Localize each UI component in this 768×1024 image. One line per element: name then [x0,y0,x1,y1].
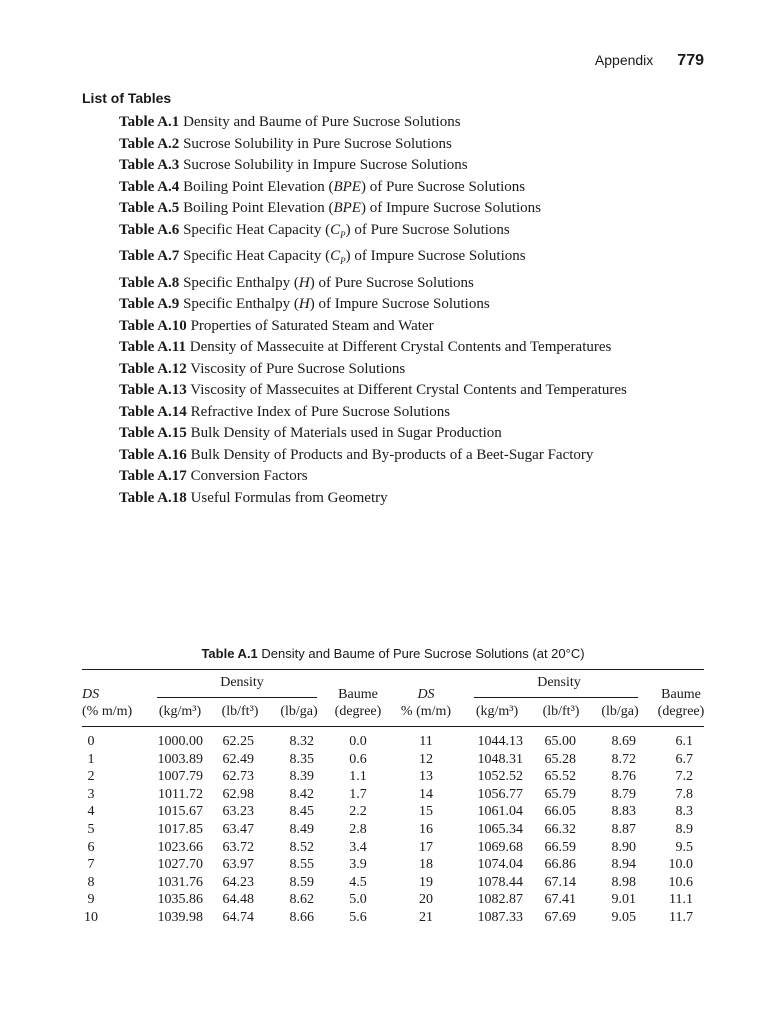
table-caption-number: Table A.1 [201,646,258,661]
table-cell: 8.94 [611,857,636,873]
table-title: Bulk Density of Materials used in Sugar Production [186,425,502,441]
table-title: Sucrose Solubility in Impure Sucrose Solutions [179,157,468,173]
table-cell: 4.5 [349,874,367,890]
table-cell: 62.98 [222,786,254,802]
lbft3-header-right: (lb/ft³) [542,704,580,719]
table-cell: 67.69 [544,909,576,925]
list-of-tables-item [119,198,627,220]
page-number: 779 [677,52,704,69]
list-of-tables-item [119,402,627,424]
table-cell: 1027.70 [157,857,203,873]
table-title-rest: ) of Impure Sucrose Solutions [309,296,490,312]
table-title-rest: ) of Impure Sucrose Solutions [345,248,526,264]
table-title-rest: ) of Impure Sucrose Solutions [360,200,541,216]
table-cell: 65.52 [544,769,576,785]
baume-header-right: Baume [661,687,701,702]
table-cell: 67.14 [544,874,576,890]
list-of-tables-item [119,316,627,338]
table-cell: 10.0 [668,857,693,873]
table-cell: 62.49 [222,751,254,767]
density-group-rule-left [157,697,317,698]
list-of-tables-heading: List of Tables [82,90,172,106]
table-cell: 8.66 [289,909,314,925]
table-cell: 9 [87,892,95,908]
table-cell: 1061.04 [477,804,523,820]
table-cell: 8.49 [289,821,314,837]
running-head-section: Appendix [594,52,654,68]
table-title-symbol: C [330,221,341,238]
table-title: Conversion Factors [186,468,308,484]
table-cell: 1031.76 [157,874,203,890]
column-baume-left [349,733,367,927]
table-number: Table A.6 [119,221,180,238]
table-cell: 9.5 [675,839,693,855]
table-cell: 1044.13 [477,734,523,749]
table-cell: 1048.31 [477,751,523,767]
column-lbga-left [280,733,314,927]
table-cell: 1015.67 [157,804,203,820]
column-ds-left [84,733,98,927]
table-cell: 0.0 [349,734,367,749]
table-cell: 13 [419,769,433,785]
table-cell: 65.28 [544,751,576,767]
table-cell: 65.79 [544,786,576,802]
table-cell: 1017.85 [157,821,203,837]
ds-header-left: DS [82,687,100,702]
table-title: Density of Massecuite at Different Crystal Contents and Temperatures [185,339,612,355]
column-lbft3-left [214,733,254,927]
list-of-tables-item [119,380,627,402]
table-cell: 11 [419,734,433,749]
table-cell: 16 [419,821,433,837]
baume-unit-header-right: (degree) [657,704,705,719]
table-number: Table A.9 [119,296,180,312]
kgm3-header-right: (kg/m³) [475,704,519,719]
table-title-subscript: P [340,256,346,266]
table-cell: 62.25 [222,734,254,749]
table-cell: 8.39 [289,769,314,785]
table-top-rule [82,669,704,670]
table-cell: 8.98 [611,874,636,890]
table-title-symbol: BPE [333,200,361,216]
table-cell: 11.7 [669,909,693,925]
table-cell: 64.74 [222,909,254,925]
table-cell: 3.4 [349,839,367,855]
table-cell: 1087.33 [477,909,523,925]
table-cell: 66.86 [544,857,576,873]
table-number: Table A.7 [119,248,180,264]
table-cell: 0.6 [349,751,367,767]
table-cell: 5.6 [349,909,367,925]
table-number: Table A.10 [119,317,187,334]
table-number: Table A.15 [119,425,187,441]
table-title: Properties of Saturated Steam and Water [186,317,434,334]
table-cell: 1052.52 [477,769,523,785]
table-cell: 1.7 [349,786,367,802]
table-cell: 1007.79 [157,769,203,785]
table-cell: 5.0 [349,892,367,908]
table-cell: 8.69 [611,734,636,749]
density-group-rule-right [474,697,638,698]
table-cell: 19 [419,874,433,890]
table-cell: 2 [87,769,95,785]
lbga-header-right: (lb/ga) [601,704,639,719]
baume-unit-header-left: (degree) [334,704,382,719]
table-cell: 63.47 [222,821,254,837]
table-title: Boiling Point Elevation ( [179,200,334,216]
table-number: Table A.3 [119,157,180,173]
ds-header-right: DS [417,687,435,702]
column-ds-right [419,733,433,927]
table-title-symbol: H [298,274,310,291]
table-number: Table A.1 [119,114,180,130]
table-cell: 7.8 [675,786,693,802]
table-cell: 10 [84,909,98,925]
table-number: Table A.16 [119,446,187,463]
table-header-rule [82,726,704,727]
table-caption [82,646,704,661]
table-cell: 66.32 [544,821,576,837]
table-title-symbol: C [330,248,341,264]
table-cell: 1011.72 [158,786,203,802]
table-cell: 8.87 [611,821,636,837]
table-cell: 3.9 [349,857,367,873]
list-of-tables-item [119,155,627,177]
table-title: Density and Baume of Pure Sucrose Solutions [179,114,461,130]
table-number: Table A.8 [119,274,180,291]
table-cell: 12 [419,751,433,767]
table-cell: 1065.34 [477,821,523,837]
table-title: Specific Heat Capacity ( [179,221,331,238]
table-cell: 21 [419,909,433,925]
table-caption-text: Density and Baume of Pure Sucrose Solutions (at 20°C) [261,646,585,661]
table-number: Table A.11 [119,339,186,355]
list-of-tables [119,112,627,509]
table-title: Specific Heat Capacity ( [179,248,331,264]
table-cell: 10.6 [668,874,693,890]
table-cell: 2.2 [349,804,367,820]
table-cell: 66.05 [544,804,576,820]
ds-unit-header-right: % (m/m) [400,704,452,719]
table-cell: 5 [87,821,95,837]
table-cell: 1023.66 [157,839,203,855]
table-cell: 6.1 [675,734,693,749]
lbft3-header-left: (lb/ft³) [221,704,259,719]
table-cell: 2.8 [349,821,367,837]
table-cell: 64.48 [222,892,254,908]
table-title: Useful Formulas from Geometry [186,489,388,506]
baume-header-left: Baume [338,687,378,702]
column-lbga-right [600,733,636,927]
table-cell: 8.9 [675,821,693,837]
column-baume-right [654,733,693,927]
table-cell: 1.1 [349,769,367,785]
table-title: Boiling Point Elevation ( [179,178,334,195]
table-title: Sucrose Solubility in Pure Sucrose Solutions [179,135,452,152]
table-cell: 7.2 [675,769,693,785]
table-number: Table A.13 [119,382,187,398]
table-cell: 6 [87,839,95,855]
list-of-tables-item [119,423,627,445]
list-of-tables-item [119,273,627,295]
table-cell: 1078.44 [477,874,523,890]
table-cell: 65.00 [544,734,576,749]
list-of-tables-item [119,220,627,247]
table-cell: 14 [419,786,433,802]
column-kgm3-right [458,733,523,927]
table-cell: 11.1 [669,892,693,908]
table-cell: 63.23 [222,804,254,820]
table-cell: 8.72 [611,751,636,767]
table-cell: 8.59 [289,874,314,890]
table-title-symbol: H [298,296,310,312]
table-cell: 8.3 [675,804,693,820]
list-of-tables-item [119,112,627,134]
list-of-tables-item [119,488,627,510]
table-number: Table A.14 [119,403,187,420]
table-cell: 8.45 [289,804,314,820]
table-cell: 8.79 [611,786,636,802]
table-cell: 8 [87,874,95,890]
table-number: Table A.5 [119,200,180,216]
table-cell: 7 [87,857,95,873]
table-cell: 4 [87,804,95,820]
column-lbft3-right [535,733,576,927]
table-title: Viscosity of Pure Sucrose Solutions [186,360,406,377]
table-cell: 1003.89 [157,751,203,767]
table-cell: 0 [87,734,95,749]
table-cell: 1 [87,751,95,767]
table-cell: 8.32 [289,734,314,749]
table-cell: 6.7 [675,751,693,767]
density-group-header-left: Density [220,675,264,690]
table-cell: 1000.00 [157,734,203,749]
table-cell: 1039.98 [157,909,203,925]
list-of-tables-item [119,134,627,156]
table-cell: 17 [419,839,433,855]
table-cell: 66.59 [544,839,576,855]
table-title-subscript: P [340,229,346,240]
table-cell: 18 [419,857,433,873]
table-cell: 62.73 [222,769,254,785]
table-title: Refractive Index of Pure Sucrose Solutions [186,403,451,420]
table-cell: 1069.68 [477,839,523,855]
table-cell: 3 [87,786,95,802]
table-title-symbol: BPE [333,178,361,195]
table-title-rest: ) of Pure Sucrose Solutions [309,274,474,291]
ds-unit-header-left: (% m/m) [82,704,133,719]
table-title: Specific Enthalpy ( [179,274,299,291]
table-number: Table A.4 [119,178,180,195]
table-title-rest: ) of Pure Sucrose Solutions [345,221,510,238]
table-cell: 8.42 [289,786,314,802]
table-cell: 8.76 [611,769,636,785]
table-cell: 15 [419,804,433,820]
table-cell: 8.55 [289,857,314,873]
column-kgm3-left [140,733,203,927]
table-number: Table A.12 [119,360,187,377]
running-head [595,52,704,72]
list-of-tables-item [119,246,627,273]
table-title: Bulk Density of Products and By-products of a Beet-Sugar Factory [186,446,594,463]
table-cell: 8.83 [611,804,636,820]
table-cell: 63.72 [222,839,254,855]
table-cell: 8.62 [289,892,314,908]
table-title: Viscosity of Massecuites at Different Crystal Contents and Temperatures [186,382,627,398]
list-of-tables-item [119,466,627,488]
table-cell: 8.90 [611,839,636,855]
list-of-tables-item [119,337,627,359]
table-cell: 9.05 [611,909,636,925]
list-of-tables-item [119,294,627,316]
table-number: Table A.18 [119,489,187,506]
table-number: Table A.2 [119,135,180,152]
table-cell: 67.41 [544,892,576,908]
table-cell: 64.23 [222,874,254,890]
table-number: Table A.17 [119,468,187,484]
list-of-tables-item [119,445,627,467]
table-title: Specific Enthalpy ( [179,296,299,312]
list-of-tables-item [119,359,627,381]
lbga-header-left: (lb/ga) [280,704,318,719]
table-cell: 1074.04 [477,857,523,873]
table-cell: 1056.77 [477,786,523,802]
table-cell: 8.35 [289,751,314,767]
table-cell: 63.97 [222,857,254,873]
list-of-tables-item [119,177,627,199]
table-cell: 9.01 [611,892,636,908]
table-cell: 1035.86 [157,892,203,908]
table-cell: 20 [419,892,433,908]
table-title-rest: ) of Pure Sucrose Solutions [360,178,526,195]
density-group-header-right: Density [537,675,581,690]
table-cell: 1082.87 [477,892,523,908]
kgm3-header-left: (kg/m³) [158,704,202,719]
table-cell: 8.52 [289,839,314,855]
